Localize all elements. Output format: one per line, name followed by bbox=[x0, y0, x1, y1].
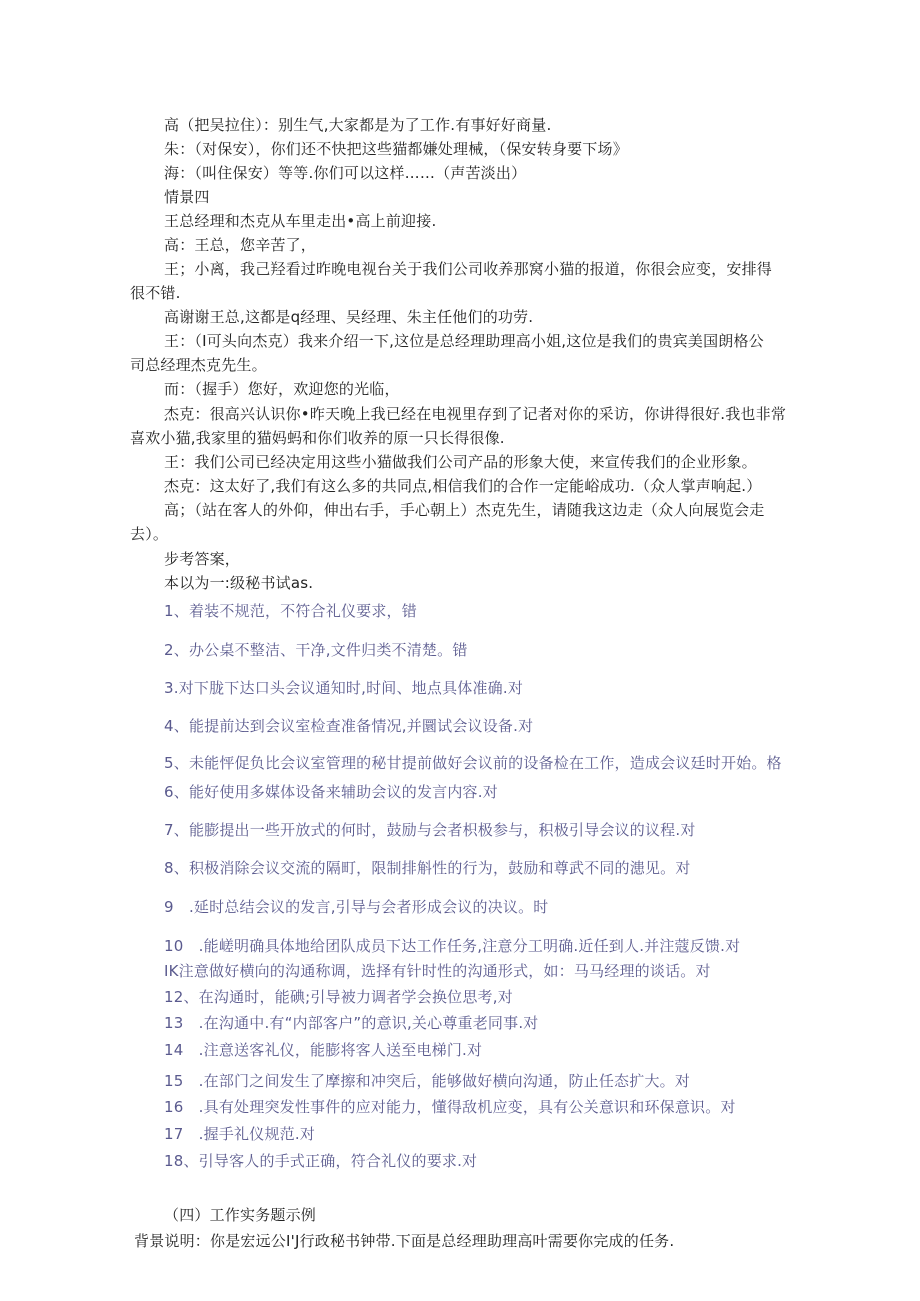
answer-item-6: 6、能好使用多媒体设备来辅助会议的发言内容.对 bbox=[164, 783, 498, 801]
answer-item-10: 10 .能嵯明确具体地给团队成员下达工作任务,注意分工明确.近任到人.并注蔻反馈.对 bbox=[164, 937, 741, 955]
answer-item-4: 4、能提前达到会议室检查准备情况,并圜试会议设备.对 bbox=[164, 717, 534, 735]
dialogue-line-6: 高：王总，您辛苦了， bbox=[164, 236, 317, 254]
answer-item-12: 12、在沟通时，能碘;引导被力调者学会换位思考,对 bbox=[164, 988, 513, 1006]
dialogue-line-5: 王总经理和杰克从车里走出•高上前迎接. bbox=[164, 212, 437, 230]
answer-item-3: 3.对下胧下达口头会议通知时,时间、地点具体准确.对 bbox=[164, 679, 524, 697]
answer-item-16: 16 .具有处理突发性事件的应对能力，懂得敌机应变，具有公关意识和环保意识。对 bbox=[164, 1098, 736, 1116]
dialogue-line-13: 杰克：很高兴认识你•昨天晚上我已经在电视里存到了记者对你的采访，你讲得很好.我也非常 bbox=[164, 405, 787, 423]
dialogue-line-10: 王：（I可头向杰克）我来介绍一下,这位是总经理助理高小姐,这位是我们的贵宾美国朗格公 bbox=[164, 332, 764, 350]
dialogue-line-7: 王；小离，我己羟看过昨晚电视台关于我们公司收养那窝小猫的报道，你很会应变，安排得 bbox=[164, 260, 773, 278]
dialogue-line-17: 高；（站在客人的外仰，伸出右手，手心朝上）杰克先生，请随我这边走（众人向展览会走 bbox=[164, 501, 765, 519]
answer-item-9: 9 .延时总结会议的发言,引导与会者形成会议的决议。时 bbox=[164, 898, 549, 916]
background-line: 背景说明：你是宏远公I'J行政秘书钟带.下面是总经理助理高叶需要你完成的任务. bbox=[134, 1232, 675, 1250]
answer-item-14: 14 .注意送客礼仪，能膨将客人送至电梯门.对 bbox=[164, 1041, 483, 1059]
answer-item-13: 13 .在沟通中.有“内部客户”的意识,关心尊重老同事.对 bbox=[164, 1014, 539, 1032]
dialogue-line-18: 去）。 bbox=[130, 525, 169, 543]
dialogue-line-12: 而：（握手）您好，欢迎您的光临， bbox=[164, 380, 400, 398]
dialogue-line-11: 司总经理杰克先生。 bbox=[130, 356, 267, 374]
answer-item-15: 15 .在部门之间发生了摩擦和冲突后，能够做好横向沟通，防止任态扩大。对 bbox=[164, 1072, 691, 1090]
answer-item-17: 17 .握手礼仪规范.对 bbox=[164, 1125, 316, 1143]
dialogue-line-14: 喜欢小猫,我家里的猫妈蚂和你们收养的原一只长得很像. bbox=[130, 429, 505, 447]
dialogue-line-9: 高谢谢王总,这都是q经理、吴经理、朱主任他们的功劳. bbox=[164, 308, 534, 326]
answer-item-1: 1、着装不规范，不符合礼仪要求，错 bbox=[164, 602, 417, 620]
answer-item-5: 5、未能怦促负比会议室管理的秘甘提前做好会议前的设备检在工作，造成会议廷时开始。格 bbox=[164, 754, 782, 772]
answers-subheading: 本以为一:级秘书试as. bbox=[164, 574, 314, 592]
dialogue-line-2: 朱：（对保安），你们还不快把这些猫都嫌处理械，（保安转身要下场》 bbox=[164, 140, 628, 158]
dialogue-line-15: 王：我们公司已经决定用这些小猫做我们公司产品的形象大使，来宣传我们的企业形象。 bbox=[164, 453, 757, 471]
answer-item-2: 2、办公桌不整洁、干净,文件归类不清楚。错 bbox=[164, 641, 468, 659]
answer-item-11: IK注意做好横向的沟通称调，选择有针时性的沟通形式，如：马马经理的谈话。对 bbox=[164, 962, 711, 980]
dialogue-line-8: 很不错. bbox=[130, 284, 181, 302]
dialogue-line-16: 杰克：这太好了,我们有这么多的共同点,相信我们的合作一定能峪成功.（众人掌声响起.） bbox=[164, 477, 762, 495]
scene-heading: 情景四 bbox=[164, 188, 210, 206]
answer-item-18: 18、引导客人的手式正确，符合礼仪的要求.对 bbox=[164, 1152, 478, 1170]
answer-item-7: 7、能膨提出一些开放式的何时，鼓励与会者枳极参与，积极引导会议的议程.对 bbox=[164, 821, 696, 839]
section-title: （四）工作实务题示例 bbox=[164, 1206, 317, 1224]
dialogue-line-1: 高（把吴拉住）：别生气,大家都是为了工作.有事好好商量. bbox=[164, 116, 552, 134]
dialogue-line-3: 海：（叫住保安）等等.你们可以这样……（声苦淡出） bbox=[164, 164, 527, 182]
answers-heading: 步考答案， bbox=[164, 550, 241, 568]
answer-item-8: 8、积极消除会议交流的隔町，限制排斛性的行为，鼓励和尊武不同的漶见。对 bbox=[164, 859, 691, 877]
